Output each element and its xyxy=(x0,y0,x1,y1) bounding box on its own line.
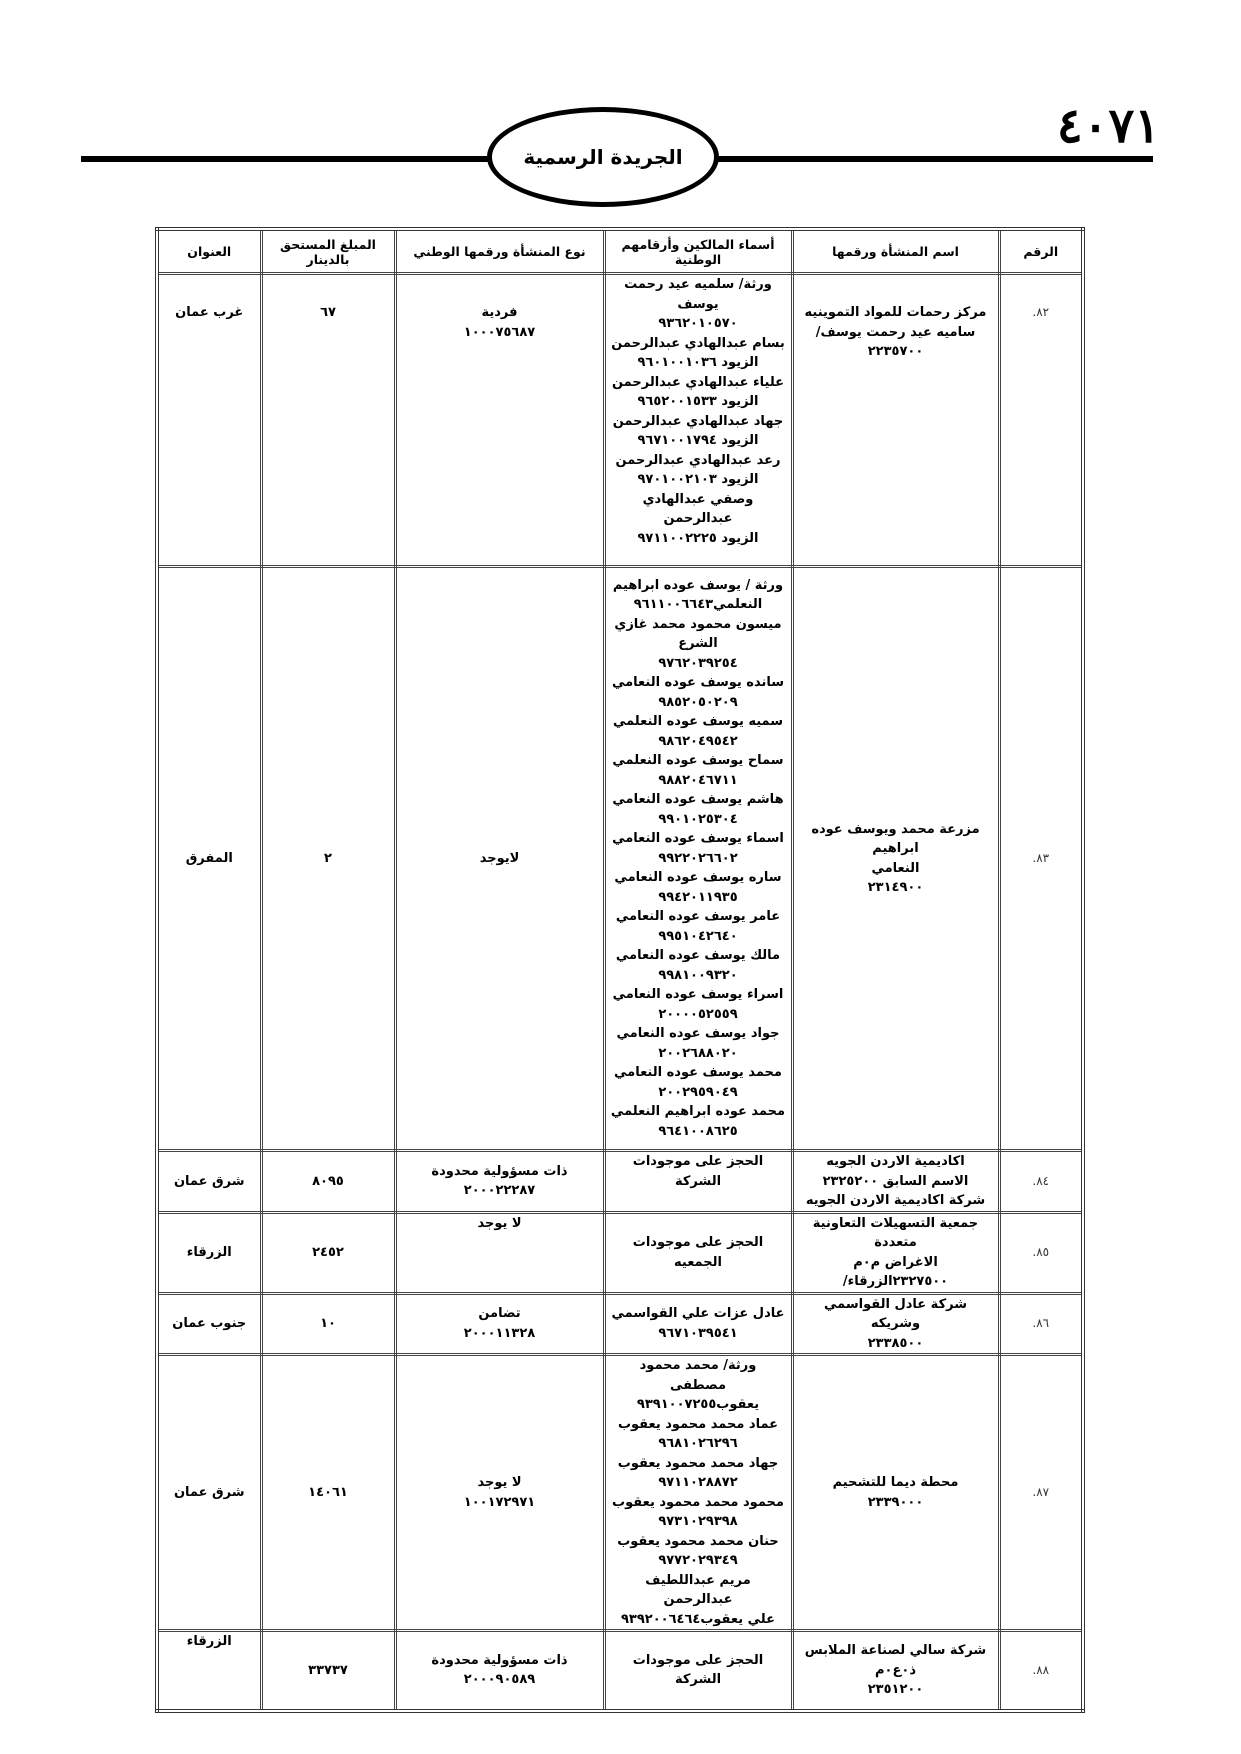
establishment-type: لا يوجد ١٠٠١٧٢٩٧١ xyxy=(395,1355,604,1631)
gazette-title: الجريدة الرسمية xyxy=(523,145,683,169)
address: الزرقاء xyxy=(157,1631,261,1711)
row-number: ٨٥. xyxy=(999,1212,1083,1293)
table-row xyxy=(157,1212,1083,1293)
gazette-title-oval xyxy=(487,107,719,207)
address: الزرقاء xyxy=(157,1212,261,1293)
table-row xyxy=(157,1151,1083,1213)
establishment-type: لايوجد xyxy=(395,567,604,1151)
table-header-row xyxy=(157,229,1083,274)
establishment-type: تضامن ٢٠٠٠١١٣٢٨ xyxy=(395,1293,604,1355)
table-row xyxy=(157,1293,1083,1355)
column-header-amount: المبلغ المستحق بالدينار xyxy=(261,229,395,274)
owners: الحجز على موجودات الشركة xyxy=(604,1151,792,1213)
column-header-name: اسم المنشأة ورقمها xyxy=(792,229,999,274)
establishment-name: جمعية التسهيلات التعاونية متعددة الاغراض م٠م ٢٣٢٧٥٠٠الزرقاء/ xyxy=(792,1212,999,1293)
table-row xyxy=(157,567,1083,1151)
row-number: ٨٤. xyxy=(999,1151,1083,1213)
table-row xyxy=(157,1631,1083,1711)
table-row xyxy=(157,1355,1083,1631)
column-header-owners: أسماء المالكين وأرقامهم الوطنية xyxy=(604,229,792,274)
row-number: ٨٧. xyxy=(999,1355,1083,1631)
amount-due: ٢٤٥٢ xyxy=(261,1212,395,1293)
amount-due: ١٠ xyxy=(261,1293,395,1355)
column-header-number: الرقم xyxy=(999,229,1083,274)
establishment-name: مركز رحمات للمواد التموينيه ساميه عيد رحمت يوسف/ ٢٢٣٥٧٠٠ xyxy=(792,274,999,567)
page-number: ٤٠٧١ xyxy=(1056,98,1160,154)
amount-due: ٦٧ xyxy=(261,274,395,567)
establishment-type: لا يوجد xyxy=(395,1212,604,1293)
address: المفرق xyxy=(157,567,261,1151)
amount-due: ٢ xyxy=(261,567,395,1151)
row-number: ٨٨. xyxy=(999,1631,1083,1711)
owners: الحجز على موجودات الجمعيه xyxy=(604,1212,792,1293)
establishment-name: شركة سالي لصناعة الملابس ذ٠ع٠م ٢٣٥١٢٠٠ xyxy=(792,1631,999,1711)
owners: ورثة/ سلميه عيد رحمت يوسف ٩٣٦٢٠١٠٥٧٠ بسام عبدالهادي عبدالرحمن الزيود ٩٦٠١٠٠١٠٣٦ علياء عبدالهادي عبدالرحمن الزيود ٩٦٥٢٠٠١٥٣٣ جهاد عبدالهادي عبدالرحمن الزيود ٩٦٧١٠٠١٧٩٤ رعد عبدالهادي عبدالرحمن الزيود ٩٧٠١٠٠٢١٠٣ وصفي عبدالهادي عبدالرحمن الزيود ٩٧١١٠٠٢٢٢٥ xyxy=(604,274,792,567)
owners: ورثة/ محمد محمود مصطفى يعقوب٩٣٩١٠٠٧٢٥٥ عماد محمد محمود يعقوب ٩٦٨١٠٢٦٢٩٦ جهاد محمد محمود يعقوب ٩٧١١٠٢٨٨٧٢ محمود محمد محمود يعقوب ٩٧٣١٠٢٩٣٩٨ حنان محمد محمود يعقوب ٩٧٧٢٠٢٩٣٤٩ مريم عبداللطيف عبدالرحمن علي يعقوب٩٣٩٢٠٠٦٤٦٤ xyxy=(604,1355,792,1631)
establishment-name: اكاديمية الاردن الجويه الاسم السابق ٢٣٢٥٢٠٠ شركة اكاديمية الاردن الجويه xyxy=(792,1151,999,1213)
row-number: ٨٦. xyxy=(999,1293,1083,1355)
owners: عادل عزات علي القواسمي ٩٦٧١٠٣٩٥٤١ xyxy=(604,1293,792,1355)
address: جنوب عمان xyxy=(157,1293,261,1355)
amount-due: ٨٠٩٥ xyxy=(261,1151,395,1213)
column-header-address: العنوان xyxy=(157,229,261,274)
address: شرق عمان xyxy=(157,1355,261,1631)
column-header-type: نوع المنشأة ورقمها الوطني xyxy=(395,229,604,274)
address: غرب عمان xyxy=(157,274,261,567)
row-number: ٨٢. xyxy=(999,274,1083,567)
row-number: ٨٣. xyxy=(999,567,1083,1151)
amount-due: ٣٣٧٣٧ xyxy=(261,1631,395,1711)
owners: ورثة / يوسف عوده ابراهيم النعلمي٩٦١١٠٠٦٦٤٣ ميسون محمود محمد غازي الشرع ٩٧٦٢٠٣٩٢٥٤ سانده يوسف عوده النعامي ٩٨٥٢٠٥٠٢٠٩ سميه يوسف عوده النعلمي ٩٨٦٢٠٤٩٥٤٢ سماح يوسف عوده النعلمي ٩٨٨٢٠٤٦٧١١ هاشم يوسف عوده النعامي ٩٩٠١٠٢٥٣٠٤ اسماء يوسف عوده النعامي ٩٩٢٢٠٢٦٦٠٢ ساره يوسف عوده النعامي ٩٩٤٢٠١١٩٣٥ عامر يوسف عوده النعامي ٩٩٥١٠٤٢٦٤٠ مالك يوسف عوده النعامي ٩٩٨١٠٠٩٣٢٠ اسراء يوسف عوده النعامي ٢٠٠٠٠٥٢٥٥٩ جواد يوسف عوده النعامي ٢٠٠٢٦٨٨٠٢٠ محمد يوسف عوده النعامي ٢٠٠٢٩٥٩٠٤٩ محمد عوده ابراهيم النعلمي ٩٦٤١٠٠٨٦٢٥ xyxy=(604,567,792,1151)
registry-table xyxy=(155,227,1085,1713)
establishment-type: ذات مسؤولية محدودة ٢٠٠٠٩٠٥٨٩ xyxy=(395,1631,604,1711)
establishment-name: شركة عادل القواسمي وشريكه ٢٣٣٨٥٠٠ xyxy=(792,1293,999,1355)
address: شرق عمان xyxy=(157,1151,261,1213)
owners: الحجز على موجودات الشركة xyxy=(604,1631,792,1711)
establishment-name: مزرعة محمد ويوسف عوده ابراهيم النعامي ٢٣١٤٩٠٠ xyxy=(792,567,999,1151)
establishment-name: محطة ديما للتشحيم ٢٣٣٩٠٠٠ xyxy=(792,1355,999,1631)
establishment-type: ذات مسؤولية محدودة ٢٠٠٠٢٢٢٨٧ xyxy=(395,1151,604,1213)
amount-due: ١٤٠٦١ xyxy=(261,1355,395,1631)
establishment-type: فردية ١٠٠٠٧٥٦٨٧ xyxy=(395,274,604,567)
table-row xyxy=(157,274,1083,567)
